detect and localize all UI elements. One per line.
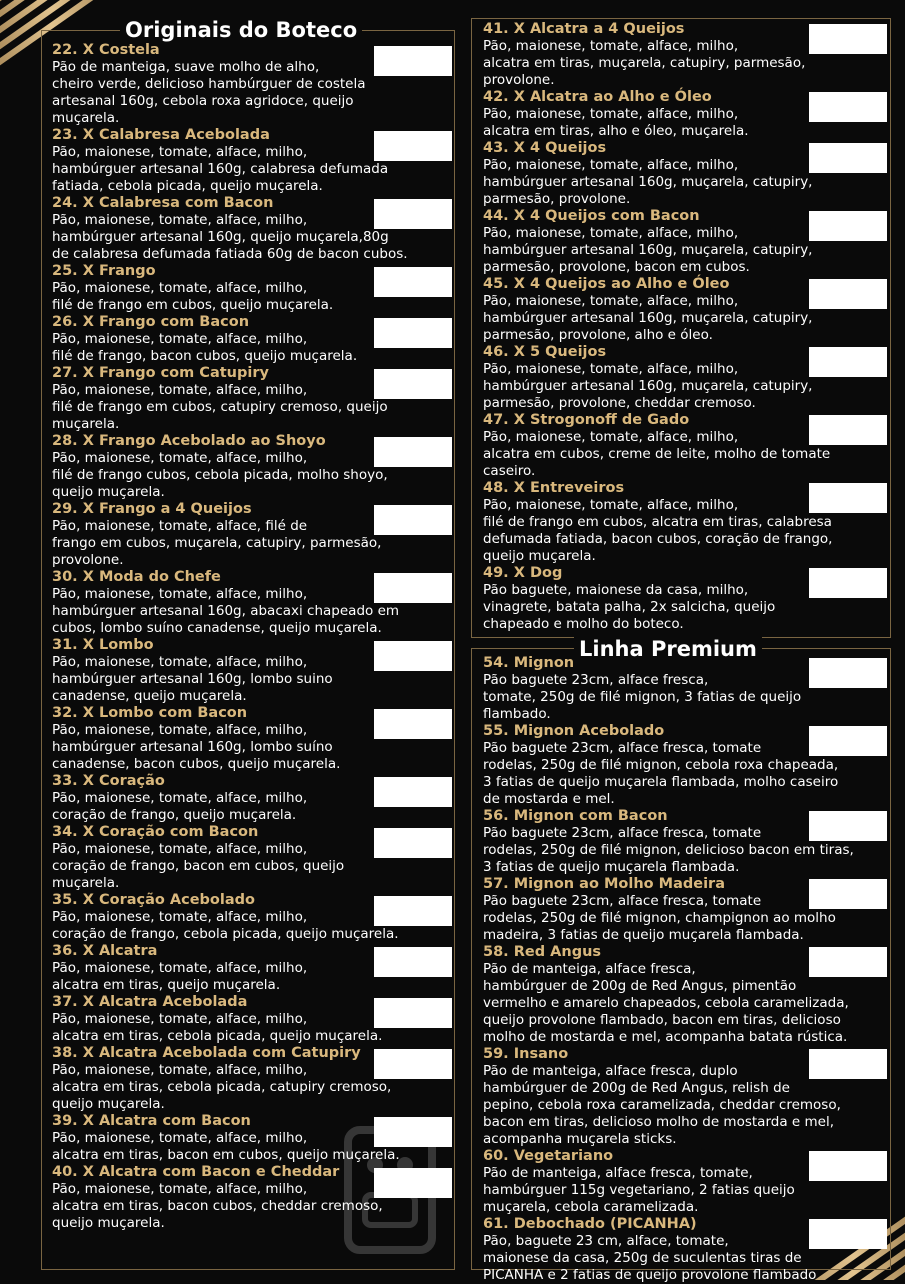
menu-item — [52, 569, 452, 637]
menu-item-title: 22. X Costela — [52, 42, 160, 58]
price-box — [809, 879, 887, 909]
menu-item-description: Pão, maionese, tomate, alface, milho, alcatra em tiras, alho e óleo, muçarela. — [483, 106, 749, 139]
menu-item — [483, 276, 885, 344]
menu-item — [483, 876, 885, 944]
price-box — [374, 641, 452, 671]
menu-item-description: Pão de manteiga, alface fresca, duplo hambúrguer de 200g de Red Angus, relish de pepino, cebola roxa caramelizada, cheddar cremoso, bacon em tiras, delicioso molho de mostarda e mel, acompanha muçarela sticks. — [483, 1063, 841, 1147]
menu-item-description: Pão, maionese, tomate, alface, milho, coração de frango, cebola picada, queijo muçarela. — [52, 909, 399, 942]
menu-item-title: 44. X 4 Queijos com Bacon — [483, 208, 700, 224]
price-box — [809, 279, 887, 309]
menu-item — [483, 655, 885, 723]
menu-item-description: Pão de manteiga, suave molho de alho, cheiro verde, delicioso hambúrguer de costela artesanal 160g, cebola roxa agridoce, queijo muçarela. — [52, 59, 366, 126]
menu-item-description: Pão, maionese, tomate, alface, milho, hambúrguer artesanal 160g, abacaxi chapeado em cubos, lombo suíno canadense, queijo muçarela. — [52, 586, 400, 636]
menu-item — [52, 127, 452, 195]
menu-item — [483, 208, 885, 276]
menu-item-title: 57. Mignon ao Molho Madeira — [483, 876, 725, 892]
menu-item-title: 48. X Entreveiros — [483, 480, 625, 496]
menu-item — [52, 501, 452, 569]
menu-item-title: 34. X Coração com Bacon — [52, 824, 259, 840]
price-box — [809, 658, 887, 688]
price-box — [374, 828, 452, 858]
price-box — [374, 1117, 452, 1147]
menu-item-title: 29. X Frango a 4 Queijos — [52, 501, 252, 517]
price-box — [809, 92, 887, 122]
menu-item-title: 41. X Alcatra a 4 Queijos — [483, 21, 685, 37]
menu-item-title: 60. Vegetariano — [483, 1148, 614, 1164]
price-box — [809, 568, 887, 598]
menu-item-description: Pão, maionese, tomate, alface, milho, coração de frango, queijo muçarela. — [52, 790, 308, 823]
price-box — [374, 267, 452, 297]
menu-item-description: Pão, maionese, tomate, alface, milho, alcatra em tiras, cebola picada, catupiry cremoso, queijo muçarela. — [52, 1062, 392, 1112]
menu-item-title: 37. X Alcatra Acebolada — [52, 994, 248, 1010]
menu-item-description: Pão, maionese, tomate, alface, milho, hambúrguer artesanal 160g, lombo suíno canadense, bacon cubos, queijo muçarela. — [52, 722, 341, 772]
price-box — [374, 131, 452, 161]
price-box — [809, 947, 887, 977]
menu-item-description: Pão baguete 23cm, alface fresca, tomate rodelas, 250g de filé mignon, delicioso bacon em tiras, 3 fatias de queijo muçarela flambada. — [483, 825, 854, 875]
price-box — [374, 573, 452, 603]
menu-item — [483, 412, 885, 480]
menu-item-description: Pão baguete 23cm, alface fresca, tomate rodelas, 250g de filé mignon, cebola roxa chapeada, 3 fatias de queijo muçarela flambada, molho caseiro de mostarda e mel. — [483, 740, 839, 807]
price-box — [374, 437, 452, 467]
menu-item — [483, 944, 885, 1046]
price-box — [809, 726, 887, 756]
menu-item-description: Pão de manteiga, alface fresca, tomate, hambúrguer 115g vegetariano, 2 fatias queijo muçarela, cebola caramelizada. — [483, 1165, 795, 1215]
menu-item-title: 26. X Frango com Bacon — [52, 314, 250, 330]
menu-item — [52, 824, 452, 892]
menu-item-description: Pão baguete, maionese da casa, milho, vinagrete, batata palha, 2x salcicha, queijo chapeado e molho do boteco. — [483, 582, 776, 632]
menu-item-description: Pão baguete 23cm, alface fresca, tomate, 250g de filé mignon, 3 fatias de queijo flambado. — [483, 672, 802, 722]
price-box — [374, 369, 452, 399]
menu-item-title: 35. X Coração Acebolado — [52, 892, 255, 908]
menu-item — [483, 1148, 885, 1216]
menu-item-title: 28. X Frango Acebolado ao Shoyo — [52, 433, 326, 449]
menu-item-title: 36. X Alcatra — [52, 943, 158, 959]
menu-item-title: 42. X Alcatra ao Alho e Óleo — [483, 89, 712, 105]
menu-item — [483, 480, 885, 565]
menu-item-title: 25. X Frango — [52, 263, 156, 279]
menu-item-description: Pão, maionese, tomate, alface, milho, alcatra em tiras, muçarela, catupiry, parmesão, provolone. — [483, 38, 806, 88]
menu-item — [52, 994, 452, 1045]
menu-item-title: 49. X Dog — [483, 565, 563, 581]
menu-item-description: Pão, maionese, tomate, alface, milho, filé de frango em cubos, alcatra em tiras, calabresa defumada fatiada, bacon cubos, coração de frango, queijo muçarela. — [483, 497, 833, 564]
menu-item — [52, 705, 452, 773]
menu-item-title: 23. X Calabresa Acebolada — [52, 127, 270, 143]
menu-item-description: Pão, maionese, tomate, alface, milho, coração de frango, bacon em cubos, queijo muçarela. — [52, 841, 345, 891]
menu-item — [483, 140, 885, 208]
menu-item-title: 38. X Alcatra Acebolada com Catupiry — [52, 1045, 361, 1061]
price-box — [809, 1219, 887, 1249]
menu-item — [52, 314, 452, 365]
price-box — [809, 347, 887, 377]
menu-item — [483, 21, 885, 89]
menu-item-title: 33. X Coração — [52, 773, 165, 789]
menu-item-title: 40. X Alcatra com Bacon e Cheddar — [52, 1164, 340, 1180]
menu-item — [483, 344, 885, 412]
menu-item-description: Pão, maionese, tomate, alface, milho, filé de frango, bacon cubos, queijo muçarela. — [52, 331, 358, 364]
price-box — [374, 947, 452, 977]
price-box — [374, 1168, 452, 1198]
menu-item — [483, 1046, 885, 1148]
price-box — [374, 777, 452, 807]
price-box — [809, 211, 887, 241]
price-box — [374, 318, 452, 348]
originais-list — [52, 42, 452, 1232]
menu-item — [52, 1045, 452, 1113]
menu-item-description: Pão, maionese, tomate, alface, milho, filé de frango cubos, cebola picada, molho shoyo, queijo muçarela. — [52, 450, 388, 500]
menu-item-description: Pão, maionese, tomate, alface, milho, hambúrguer artesanal 160g, muçarela, catupiry, parmesão, provolone, alho e óleo. — [483, 293, 813, 343]
price-box — [374, 505, 452, 535]
menu-item — [52, 1113, 452, 1164]
menu-item-description: Pão, maionese, tomate, alface, milho, hambúrguer artesanal 160g, muçarela, catupiry, parmesão, provolone, bacon em cubos. — [483, 225, 813, 275]
price-box — [374, 896, 452, 926]
menu-item-title: 55. Mignon Acebolado — [483, 723, 665, 739]
menu-item-title: 54. Mignon — [483, 655, 575, 671]
price-box — [374, 1049, 452, 1079]
price-box — [374, 709, 452, 739]
menu-item-title: 24. X Calabresa com Bacon — [52, 195, 274, 211]
price-box — [809, 415, 887, 445]
premium-list — [483, 655, 885, 1284]
menu-item — [483, 1216, 885, 1284]
menu-item-description: Pão, maionese, tomate, alface, milho, hambúrguer artesanal 160g, lombo suino canadense, queijo muçarela. — [52, 654, 333, 704]
menu-item-description: Pão baguete 23cm, alface fresca, tomate rodelas, 250g de filé mignon, champignon ao molho madeira, 3 fatias de queijo muçarela flambada. — [483, 893, 836, 943]
menu-item — [52, 773, 452, 824]
menu-item-description: Pão, maionese, tomate, alface, milho, alcatra em tiras, queijo muçarela. — [52, 960, 308, 993]
menu-item-title: 43. X 4 Queijos — [483, 140, 607, 156]
menu-item-description: Pão, maionese, tomate, alface, milho, alcatra em cubos, creme de leite, molho de tomate caseiro. — [483, 429, 831, 479]
menu-item-title: 58. Red Angus — [483, 944, 602, 960]
price-box — [809, 1049, 887, 1079]
menu-item-description: Pão, maionese, tomate, alface, filé de frango em cubos, muçarela, catupiry, parmesão, provolone. — [52, 518, 382, 568]
price-box — [374, 998, 452, 1028]
menu-item-title: 47. X Strogonoff de Gado — [483, 412, 690, 428]
section-title-originais: Originais do Boteco — [120, 17, 362, 43]
menu-item — [52, 42, 452, 127]
price-box — [809, 811, 887, 841]
menu-item — [483, 723, 885, 808]
menu-item — [483, 565, 885, 633]
menu-item-title: 31. X Lombo — [52, 637, 154, 653]
menu-item-title: 45. X 4 Queijos ao Alho e Óleo — [483, 276, 730, 292]
menu-item-title: 59. Insano — [483, 1046, 569, 1062]
menu-item-description: Pão, maionese, tomate, alface, milho, hambúrguer artesanal 160g, calabresa defumada fatiada, cebola picada, queijo muçarela. — [52, 144, 389, 194]
menu-item-description: Pão, maionese, tomate, alface, milho, hambúrguer artesanal 160g, muçarela, catupiry, parmesão, provolone. — [483, 157, 813, 207]
menu-item-title: 46. X 5 Queijos — [483, 344, 607, 360]
menu-item — [483, 808, 885, 876]
section-title-premium: Linha Premium — [574, 636, 762, 662]
menu-item — [52, 263, 452, 314]
menu-item — [52, 1164, 452, 1232]
menu-item-title: 39. X Alcatra com Bacon — [52, 1113, 251, 1129]
menu-item-description: Pão, maionese, tomate, alface, milho, filé de frango em cubos, queijo muçarela. — [52, 280, 334, 313]
originais-list-continued — [483, 21, 885, 633]
menu-item — [52, 433, 452, 501]
price-box — [374, 199, 452, 229]
menu-item — [52, 365, 452, 433]
price-box — [809, 143, 887, 173]
menu-item — [483, 89, 885, 140]
menu-item-description: Pão, maionese, tomate, alface, milho, filé de frango em cubos, catupiry cremoso, queijo muçarela. — [52, 382, 388, 432]
menu-item-title: 27. X Frango com Catupiry — [52, 365, 269, 381]
menu-item-description: Pão, maionese, tomate, alface, milho, alcatra em tiras, bacon cubos, cheddar cremoso, queijo muçarela. — [52, 1181, 383, 1231]
menu-item — [52, 943, 452, 994]
menu-item-title: 61. Debochado (PICANHA) — [483, 1216, 697, 1232]
menu-item — [52, 892, 452, 943]
menu-item-description: Pão, maionese, tomate, alface, milho, alcatra em tiras, bacon em cubos, queijo muçarela. — [52, 1130, 400, 1163]
menu-item-description: Pão de manteiga, alface fresca, hambúrguer de 200g de Red Angus, pimentão vermelho e amarelo chapeados, cebola caramelizada, queijo provolone flambado, bacon em tiras, delicioso molho de mostarda e mel, acompanha batata rústica. — [483, 961, 849, 1045]
menu-item-title: 56. Mignon com Bacon — [483, 808, 668, 824]
menu-item-description: Pão, maionese, tomate, alface, milho, alcatra em tiras, cebola picada, queijo muçarela. — [52, 1011, 383, 1044]
menu-item-description: Pão, baguete 23 cm, alface, tomate, maionese da casa, 250g de suculentas tiras de PICANHA e 2 fatias de queijo provolone flambado — [483, 1233, 817, 1283]
price-box — [809, 24, 887, 54]
price-box — [374, 46, 452, 76]
price-box — [809, 1151, 887, 1181]
menu-item-title: 30. X Moda do Chefe — [52, 569, 221, 585]
menu-item — [52, 195, 452, 263]
price-box — [809, 483, 887, 513]
menu-item-title: 32. X Lombo com Bacon — [52, 705, 248, 721]
menu-item-description: Pão, maionese, tomate, alface, milho, hambúrguer artesanal 160g, queijo muçarela,80g de calabresa defumada fatiada 60g de bacon cubos. — [52, 212, 408, 262]
menu-item-description: Pão, maionese, tomate, alface, milho, hambúrguer artesanal 160g, muçarela, catupiry, parmesão, provolone, cheddar cremoso. — [483, 361, 813, 411]
menu-item — [52, 637, 452, 705]
